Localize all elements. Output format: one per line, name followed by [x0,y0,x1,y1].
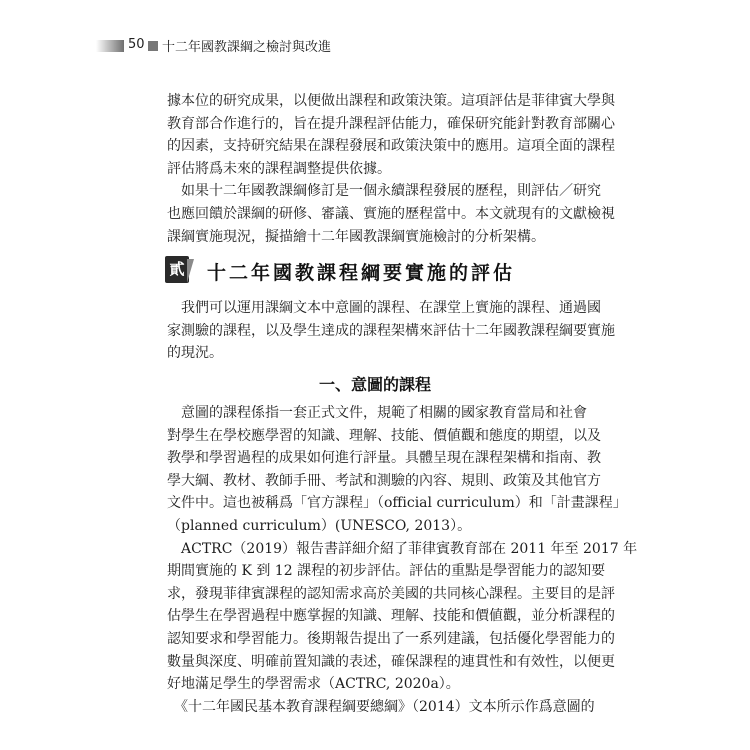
section-heading [165,256,585,288]
page-number: 50 [128,37,145,52]
text-line: 的現況。 [167,345,223,362]
running-header [0,36,750,56]
text-line: ACTRC（2019）報告書詳細介紹了菲律賓教育部在 2011 年至 2017 年 [167,540,638,557]
text-line: 對學生在學校應學習的知識、理解、技能、價値觀和態度的期望，以及 [167,427,601,444]
text-line: 課綱實施現況，擬描繪十二年國教課綱實施檢討的分析架構。 [167,228,545,245]
section-intro-paragraph [167,297,615,365]
text-line: 教學和學習過程的成果如何進行評量。具體呈現在課程架構和指南、教 [167,450,601,467]
text-line: （planned curriculum）(UNESCO, 2013）。 [167,517,472,534]
section-number-badge: 貳 [165,256,189,283]
text-line: 《十二年國民基本教育課程綱要總綱》（2014）文本所示作爲意圖的 [167,698,595,715]
badge-corner-decoration [187,259,194,283]
text-line: 的因素，支持研究結果在課程發展和政策決策中的應用。這項全面的課程 [167,138,615,155]
intended-curriculum-paragraphs [167,402,638,718]
intro-paragraphs [167,90,615,248]
subheading-intended-curriculum: 一、意圖的課程 [318,375,431,394]
text-line: 如果十二年國教課綱修訂是一個永續課程發展的歷程，則評估／研究 [167,183,601,200]
text-line: 好地滿足學生的學習需求（ACTRC, 2020a）。 [167,676,460,693]
text-line: 教育部合作進行的，旨在提升課程評估能力，確保研究能針對教育部關心 [167,115,615,132]
text-line: 數量與深度、明確前置知識的表述，確保課程的連貫性和有效性，以便更 [167,653,615,670]
text-line: 也應回饋於課綱的研修、審議、實施的歷程當中。本文就現有的文獻檢視 [167,205,615,222]
text-line: 估學生在學習過程中應掌握的知識、理解、技能和價値觀，並分析課程的 [167,608,615,625]
text-line: 意圖的課程係指一套正式文件，規範了相關的國家教育當局和社會 [167,405,587,421]
text-line: 認知要求和學習能力。後期報告提出了一系列建議，包括優化學習能力的 [167,630,615,647]
text-line: 我們可以運用課綱文本中意圖的課程、在課堂上實施的課程、通過國 [167,300,601,316]
text-line: 學大綱、教材、教師手冊、考試和測驗的內容、規則、政策及其他官方 [167,472,601,489]
section-title: 十二年國教課程綱要實施的評估 [207,262,516,284]
text-line: 期間實施的 K 到 12 課程的初步評估。評估的重點是學習能力的認知要 [167,563,606,580]
header-square-icon [148,41,158,51]
header-gradient-bar [96,40,124,52]
text-line: 家測驗的課程，以及學生達成的課程架構來評估十二年國教課程綱要實施 [167,322,615,339]
text-line: 評估將爲未來的課程調整提供依據。 [167,160,391,177]
text-line: 求，發現菲律賓課程的認知需求高於美國的共同核心課程。主要目的是評 [167,585,615,602]
text-line: 據本位的研究成果，以便做出課程和政策決策。這項評估是菲律賓大學與 [167,93,615,109]
text-line: 文件中。這也被稱爲「官方課程」（official curriculum）和「計畫課程」 [167,495,627,512]
running-title: 十二年國教課綱之檢討與改進 [162,40,332,55]
